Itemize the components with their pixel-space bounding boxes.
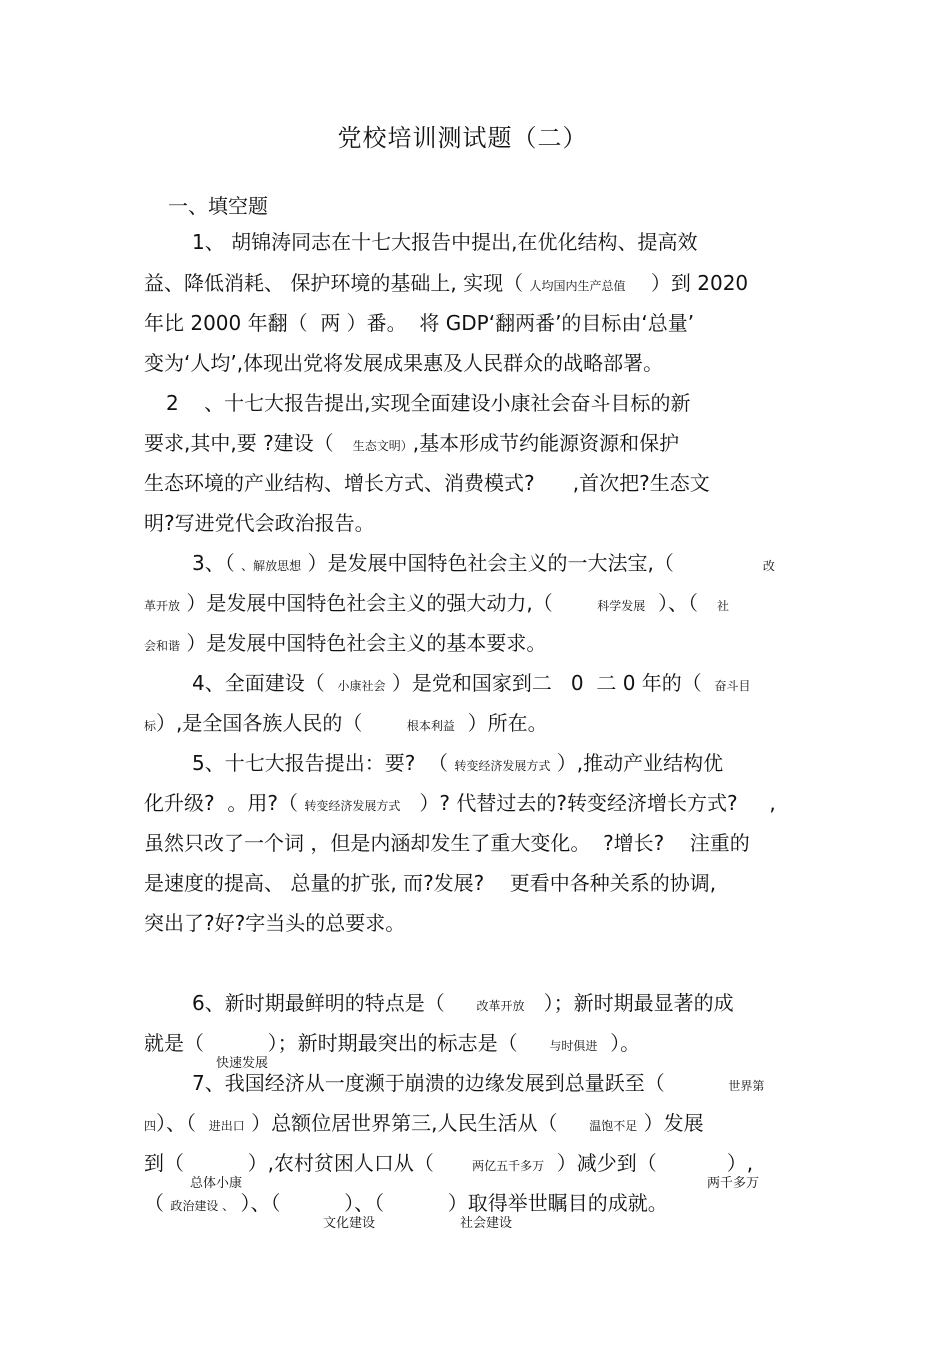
text-line-q5e xyxy=(144,910,405,936)
answer-text: 四 xyxy=(144,1119,157,1133)
text-line-q1d xyxy=(144,350,663,376)
answer-text: 世界第 xyxy=(728,1079,765,1093)
question-text: 化升级? 。用?（ xyxy=(144,791,305,815)
answer-text: 标 xyxy=(144,719,157,733)
text-line-q5b xyxy=(144,790,776,819)
answer-text: 小康社会 xyxy=(337,679,386,693)
answer-text: 生态文明） xyxy=(352,439,413,453)
question-text: ）减少到（ ）, xyxy=(544,1151,754,1175)
answer-annotation-f1: 快速发展 xyxy=(216,1056,269,1071)
answer-text: 进出口 xyxy=(208,1119,245,1133)
question-text: （ xyxy=(144,1191,171,1215)
question-text: ）所在。 xyxy=(454,711,548,735)
text-line-q2 xyxy=(166,390,691,416)
section-heading: 一、填空题 xyxy=(168,194,268,218)
answer-text: 科学发展 xyxy=(597,599,646,613)
answer-text: 政治建设 、 xyxy=(170,1199,235,1213)
text-line-q7d xyxy=(144,1190,668,1219)
answer-annotation-f3: 两千多万 xyxy=(707,1176,760,1191)
question-text: ）,推动产业结构优 xyxy=(550,751,724,775)
answer-text: 人均国内生产总值 xyxy=(529,279,626,293)
question-text: ）到 2020 xyxy=(625,271,749,295)
text-line-q6 xyxy=(192,990,734,1019)
answer-text: 奋斗目 xyxy=(714,679,751,693)
answer-text: 、解放思想 xyxy=(241,559,302,573)
question-text: 5、十七大报告提出：要? （ xyxy=(192,751,455,775)
question-text: ）、（ xyxy=(645,591,718,615)
answer-text: 转变经济发展方式 xyxy=(304,799,401,813)
text-line-q7 xyxy=(192,1070,764,1099)
text-line-q3b xyxy=(144,590,729,619)
answer-text: 会和谐 xyxy=(144,639,181,653)
question-text: 7、我国经济从一度濒于崩溃的边缘发展到总量跃至（ xyxy=(192,1071,729,1095)
question-text: ,基本形成节约能源资源和保护 xyxy=(412,431,680,455)
question-text: ）? 代替过去的?转变经济增长方式? , xyxy=(400,791,776,815)
question-text: 到（ ）,农村贫困人口从（ xyxy=(144,1151,473,1175)
text-line-q3 xyxy=(192,550,775,579)
text-line-q1 xyxy=(192,229,697,255)
text-line-q2d xyxy=(144,510,375,536)
question-text: 生态环境的产业结构、增长方式、消费模式? ,首次把?生态文 xyxy=(144,471,710,495)
answer-annotation-f5: 社会建设 xyxy=(460,1216,513,1231)
question-text: 3、（ xyxy=(192,551,242,575)
text-line-q5c xyxy=(144,830,750,856)
question-text: 要求,其中,要 ?建设（ xyxy=(144,431,353,455)
question-text: ）是发展中国特色社会主义的一大法宝,（ xyxy=(301,551,763,575)
answer-text: 温饱不足 xyxy=(589,1119,638,1133)
question-text: 1、 胡锦涛同志在十七大报告中提出,在优化结构、提高效 xyxy=(192,230,698,254)
question-text: ）、（ xyxy=(156,1111,209,1135)
answer-text: 改 xyxy=(762,559,775,573)
question-text: ）、（ ）、（ ）取得举世瞩目的成就。 xyxy=(234,1191,668,1215)
question-text: ）发展 xyxy=(637,1111,704,1135)
question-text: 年比 2000 年翻（ 两 ）番。 将 GDP‘翻两番’的目标由‘总量’ xyxy=(144,311,695,335)
question-text: 明?写进党代会政治报告。 xyxy=(144,511,375,535)
text-line-q2c xyxy=(144,470,710,496)
answer-text: 根本利益 xyxy=(406,719,455,733)
answer-annotation-f2: 总体小康 xyxy=(190,1176,243,1191)
question-text: 变为‘人均’,体现出党将发展成果惠及人民群众的战略部署。 xyxy=(144,351,664,375)
answer-text: 革开放 xyxy=(144,599,181,613)
text-line-q5 xyxy=(192,750,723,779)
text-line-q3c xyxy=(144,630,546,659)
text-line-q1c xyxy=(144,310,694,336)
question-text: ）是发展中国特色社会主义的基本要求。 xyxy=(180,631,547,655)
text-line-q1b xyxy=(144,270,748,299)
question-text: 虽然只改了一个词 ，但是内涵却发生了重大变化。 ?增长? 注重的 xyxy=(144,831,750,855)
text-line-q4b xyxy=(144,710,548,739)
question-text: ）,是全国各族人民的（ xyxy=(156,711,407,735)
text-line-q2b xyxy=(144,430,679,459)
question-text: 2 、十七大报告提出,实现全面建设小康社会奋斗目标的新 xyxy=(166,391,691,415)
answer-text: 转变经济发展方式 xyxy=(454,759,551,773)
question-text: 益、降低消耗、 保护环境的基础上, 实现（ xyxy=(144,271,530,295)
answer-text: 与时俱进 xyxy=(549,1039,598,1053)
question-text: ）总额位居世界第三,人民生活从（ xyxy=(244,1111,590,1135)
answer-annotation-f4: 文化建设 xyxy=(323,1216,376,1231)
question-text: 6、新时期最鲜明的特点是（ xyxy=(192,991,477,1015)
text-line-q4 xyxy=(192,670,751,699)
question-text: 4、全面建设（ xyxy=(192,671,338,695)
question-text: ）是党和国家到二 0 二 0 年的（ xyxy=(385,671,715,695)
text-line-q5d xyxy=(144,870,716,896)
question-text: 是速度的提高、 总量的扩张, 而?发展? 更看中各种关系的协调, xyxy=(144,871,717,895)
text-line-q7b xyxy=(144,1110,704,1139)
answer-text: 两亿五千多万 xyxy=(472,1159,545,1173)
question-text: ）是发展中国特色社会主义的强大动力,（ xyxy=(180,591,598,615)
page-title: 党校培训测试题（二） xyxy=(337,124,588,152)
answer-text: 社 xyxy=(717,599,730,613)
question-text: ）。 xyxy=(597,1031,641,1055)
answer-text: 改革开放 xyxy=(476,999,525,1013)
question-text: 突出了?好?字当头的总要求。 xyxy=(144,911,406,935)
question-text: ）；新时期最显著的成 xyxy=(524,991,734,1015)
question-text: 就是（ ）；新时期最突出的标志是（ xyxy=(144,1031,550,1055)
